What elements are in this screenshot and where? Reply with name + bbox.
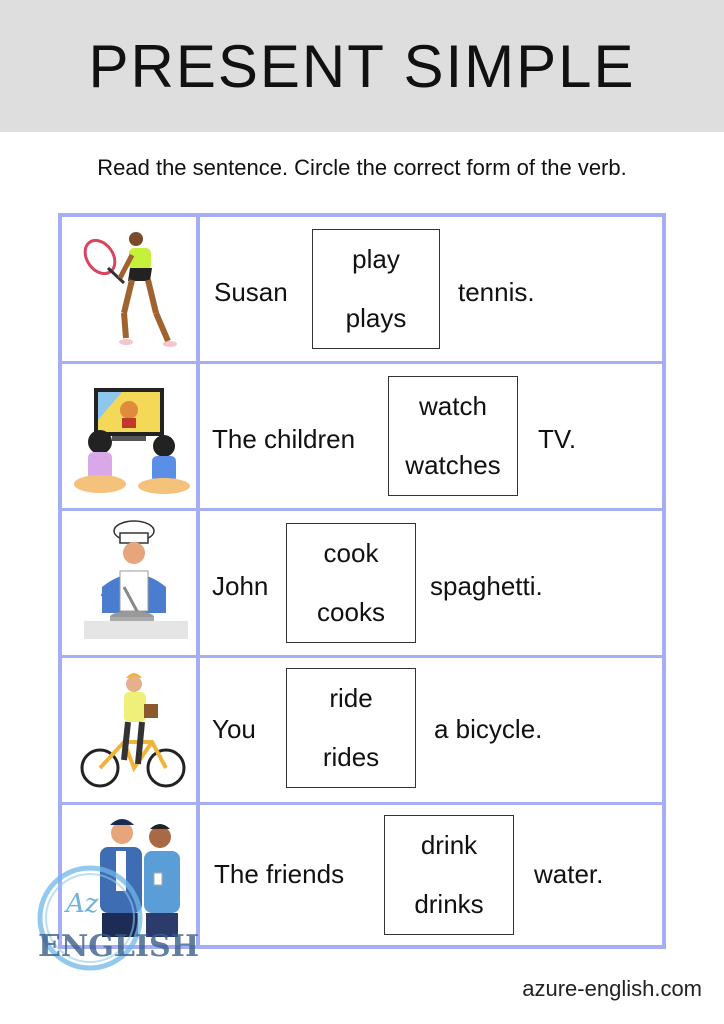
sentence-subject: Susan <box>214 277 288 307</box>
svg-text:ENGLISH: ENGLISH <box>38 929 200 964</box>
azure-english-logo-icon <box>30 860 200 985</box>
page-title: PRESENT SIMPLE <box>88 32 636 100</box>
sentence-object: TV. <box>538 424 577 454</box>
verb-choice-box[interactable] <box>388 376 518 496</box>
tennis-player-icon <box>62 217 200 361</box>
website-link[interactable]: azure-english.com <box>522 976 702 1001</box>
sentence-subject: You <box>212 714 256 744</box>
verb-option[interactable]: rides <box>322 742 380 772</box>
svg-text:Az: Az <box>66 889 99 919</box>
verb-option[interactable]: cook <box>323 538 379 568</box>
chef-cooking-icon <box>62 511 200 655</box>
exercise-row <box>62 217 662 361</box>
exercise-row <box>62 361 662 508</box>
verb-option[interactable]: plays <box>345 303 407 333</box>
sentence-object: spaghetti. <box>430 571 543 601</box>
verb-option[interactable]: play <box>352 244 400 274</box>
cyclist-icon <box>62 658 200 802</box>
verb-option[interactable]: drinks <box>414 889 484 919</box>
exercise-row <box>62 508 662 655</box>
verb-choice-box[interactable] <box>286 523 416 643</box>
exercise-table <box>58 213 666 949</box>
verb-option[interactable]: watches <box>405 450 501 480</box>
sentence-object: water. <box>534 859 604 889</box>
title-banner <box>0 0 724 132</box>
sentence-object: tennis. <box>458 277 535 307</box>
sentence-subject: The friends <box>214 859 345 889</box>
instructions: Read the sentence. Circle the correct form of the verb. <box>97 155 627 180</box>
verb-option[interactable]: watch <box>419 391 487 421</box>
verb-option[interactable]: drink <box>420 830 478 860</box>
verb-choice-box[interactable] <box>384 815 514 935</box>
sentence-subject: The children <box>212 424 356 454</box>
verb-option[interactable]: cooks <box>317 597 385 627</box>
verb-choice-box[interactable] <box>286 668 416 788</box>
children-watching-tv-icon <box>62 364 200 508</box>
exercise-row <box>62 655 662 802</box>
verb-option[interactable]: ride <box>329 683 373 713</box>
verb-choice-box[interactable] <box>312 229 440 349</box>
sentence-subject: John <box>212 571 269 601</box>
sentence-object: a bicycle. <box>434 714 543 744</box>
